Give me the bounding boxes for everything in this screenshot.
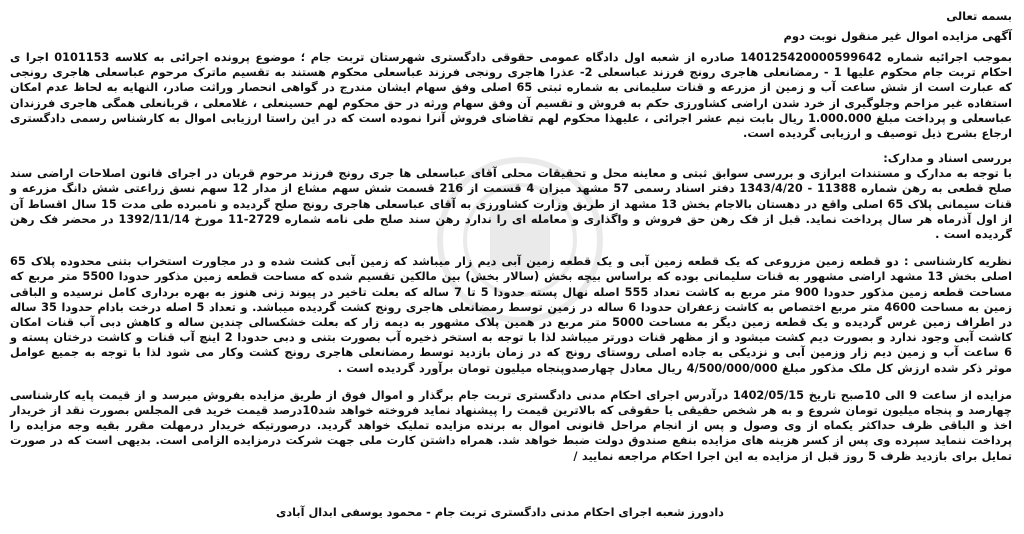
document-subtitle: آگهی مزایده اموال غیر منقول نوبت دوم	[783, 29, 1012, 43]
documents-review-heading: بررسی اسناد و مدارک:	[883, 152, 1012, 166]
signature-line: دادورز شعبه اجرای احکام مدنی دادگستری تربت جام - محمود یوسفی ابدال آبادی	[276, 506, 724, 519]
auction-details-paragraph: مزایده از ساعت 9 الی 10صبح تاریخ 1402/05/15 درآدرس اجرای احکام مدنی دادگستری تربت جام برگذار و اموال فوق از طریق مزایده بفروش میرسد و از قیمت پایه کارشناسی چهارصد و پنجاه میلیون تومان شروع و به هر شخص حقیقی یا حقوقی که بالاترین قیمت را پیشنهاد نماید فروخته خواهد شد10درصد قیمت خرید فی المجلس بصورت نقد از خریدار اخذ و الباقی ظرف حداکثر یکماه از وی وصول و پس از انجام مراحل قانونی اموال به برنده مزایده تملیک خواهد گردید. درصورتیکه خریدار درمهلت مقرر بقیه وجه مزایده را پرداخت ننماید سپرده وی پس از کسر هزینه های مزایده بنفع صندوق دولت ضبط خواهد شد. همراه داشتن کارت ملی جهت شرکت درمزایده الزامی است. بدیهی است که در صورت تمایل برای بازدید ظرف 5 روز قبل از مزایده به این اجرا احکام مراجعه نمایید /	[10, 388, 1012, 463]
execution-order-paragraph: بموجب اجرائیه شماره 140125420000599642 صادره از شعبه اول دادگاه عمومی حقوقی دادگستری شهرستان تربت جام ؛ موضوع پرونده اجرائی به کلاسه 0101153 اجرا ی احکام تربت جام محکوم علیها 1 - رمضانعلی هاجری رونج فرزند عباسعلی 2- عذرا هاجری رونجی فرزند عباسعلی محکوم هستند به تقسیم ماترک مرحوم عباسعلی هاجری رونجی که عبارت است از شش ساعت آب و زمین از مزرعه و قنات سلیمانی به شماره ثبتی 65 اصلی وفق سهام ایشان مندرج در گواهی انحصار وراثت صادر، النهایه به لحاظ عدم امکان استفاده غیر مزاحم وجلوگیری از خرد شدن اراضی کشاورزی حکم به فروش و تقسیم آن وفق سهام ورثه در حق محکوم لهم حسینعلی ، غلامعلی ، قربانعلی همگی هاجری فرزندان عباسعلی و پرداخت مبلغ 1.000.000 ریال بابت نیم عشر اجرائی ، علیهذا محکوم لهم تقاضای فروش آنرا نموده است که در این راستا ارزیابی اموال به کارشناس رسمی دادگستری ارجاع بشرح ذیل توصیف و ارزیابی گردیده است.	[10, 51, 1013, 141]
document-title: بسمه تعالی	[946, 9, 1012, 23]
expert-opinion-paragraph: نظریه کارشناسی : دو قطعه زمین مزروعی که یک قطعه زمین آبی و یک قطعه زمین آبی دیم زار میباشد که زمین آبی کشت شده و در مجاورت استخراب بتنی محدوده پلاک 65 اصلی بخش 13 مشهد اراضی مشهور به قنات سلیمانی بوده که براساس بیچه بخش (سالار بخش) بین مالکین تقسیم شده که مساحت قطعه زمین مذکور حدودا 5500 متر مربع که مساحت قطعه زمین مذکور حدودا 900 متر مربع به کاشت تعداد 555 اصله نهال پسته حدودا 5 تا 7 ساله که بعلت تاخیر در پیوند زنی هنوز به بهره برداری کامل نرسیده و الباقی زمین به مساحت 4600 متر مربع اختصاص به کاشت زعفران حدودا 6 ساله در زمین توسط رمضانعلی هاجری رونج کشت گردیده میباشد. و تعداد 5 اصله درخت بادام حدودا 35 ساله در اطراف زمین غرس گردیده و یک قطعه زمین دیگر به مساحت 5000 متر مربع در همین پلاک مشهور به دیمه زار که بعلت خشکسالی چندین ساله و کاهش دبی آب قنات امکان کاشت آبی وجود ندارد و بصورت دیم کشت میشود و از مظهر قنات دورتر میباشد لذا با توجه به استخر ذخیره آب بصورت بتنی و دبی حدودا 2 اینچ آب قنات و کاشت درختان پسته و 6 ساعت آب و زمین دیم زار وزمین آبی و نزدیکی به جاده اصلی روستای رونج که در زمان بازدید توسط رمضانعلی هاجری رونج کشت وکار می شود لذا با توجه به جمیع عوامل موثر ذکر شده ارزش کل ملک مذکور مبلغ 4/500/000/000 ریال معادل چهارصدوپنجاه میلیون تومان برآورد گردیده است .	[10, 255, 1013, 375]
documents-review-paragraph: با توجه به مدارک و مستندات ابرازی و بررسی سوابق ثبتی و معاینه محل و تحقیقات محلی آقای عباسعلی ها جری رونج فرزند مرحوم قربان در اجرای قانون اصلاحات اراضی سند صلح قطعی به رهن شماره 11388 - 1343/4/20 دفتر اسناد رسمی 57 مشهد میزان 4 قسمت از 216 قسمت شش سهم مشاع از مدار 12 سهم نسق زراعتی شش دانگ مزرعه و قنات سیمانی پلاک 65 اصلی واقع در دهستان بالاجام بخش 13 مشهد از طریق وزارت کشاورزی به آقای عباسعلی هاجری رونج صلح گردیده و نامبرده طی مدت 15 سال اقساط آن از اول آذرماه هر سال پرداخت نماید. قبل از فک رهن حق فروش و واگذاری و معامله ای را ندارد رهن سند صلح طی نامه شماره 2729-11 مورخ 1392/11/14 در محضر فک رهن گردیده است .	[10, 167, 1013, 242]
